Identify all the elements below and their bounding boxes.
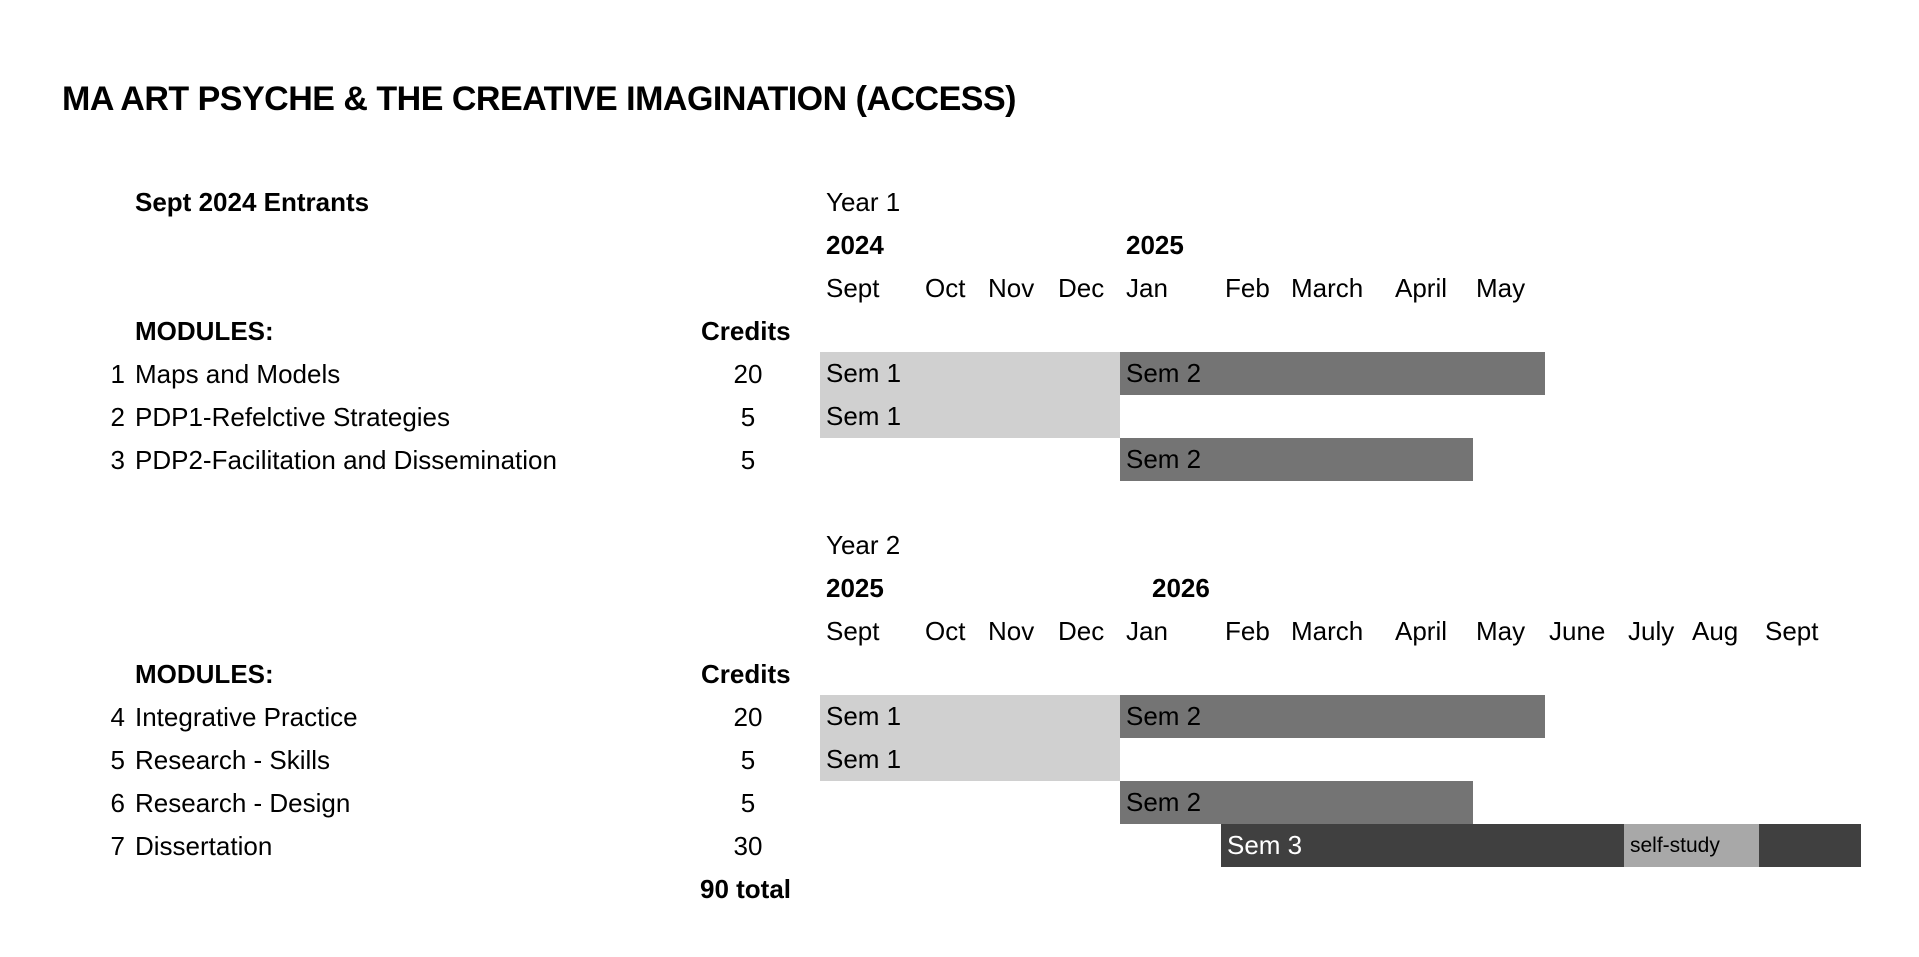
module-number: 5	[110, 745, 125, 775]
module-credits: 20	[733, 359, 763, 389]
year2-month-july: July	[1628, 616, 1675, 646]
year2-month-sept-end: Sept	[1765, 616, 1819, 646]
year1-label: Year 1	[826, 187, 901, 217]
year2-month-june: June	[1549, 616, 1606, 646]
modules-header: MODULES:	[135, 659, 274, 689]
year1-month-feb: Feb	[1225, 273, 1270, 303]
sem1-bar: Sem 1	[820, 395, 1120, 438]
year2-label: Year 2	[826, 530, 901, 560]
module-number: 4	[110, 702, 125, 732]
module-name: Maps and Models	[135, 359, 341, 389]
sem2-bar: Sem 2	[1120, 438, 1473, 481]
module-credits: 5	[740, 745, 756, 775]
year2-month-oct: Oct	[925, 616, 966, 646]
module-number: 1	[110, 359, 125, 389]
year1-year-2024: 2024	[826, 230, 884, 260]
module-name: Research - Skills	[135, 745, 331, 775]
year2-month-aug: Aug	[1692, 616, 1739, 646]
sem2-bar: Sem 2	[1120, 352, 1545, 395]
year1-month-dec: Dec	[1058, 273, 1105, 303]
credits-header: Credits	[701, 316, 791, 346]
module-name: Integrative Practice	[135, 702, 358, 732]
module-name: PDP2-Facilitation and Dissemination	[135, 445, 557, 475]
module-credits: 5	[740, 402, 756, 432]
year2-month-nov: Nov	[988, 616, 1035, 646]
year1-month-oct: Oct	[925, 273, 966, 303]
year2-year-2025: 2025	[826, 573, 884, 603]
page-title: MA ART PSYCHE & THE CREATIVE IMAGINATION (ACCESS)	[62, 80, 1016, 118]
sem3-end-bar	[1759, 824, 1861, 867]
sem2-bar: Sem 2	[1120, 695, 1545, 738]
year2-year-2026: 2026	[1152, 573, 1210, 603]
module-number: 3	[110, 445, 125, 475]
module-number: 6	[110, 788, 125, 818]
year1-month-may: May	[1476, 273, 1526, 303]
module-credits: 5	[740, 445, 756, 475]
year1-month-jan: Jan	[1126, 273, 1168, 303]
credits-total: 90 total	[700, 874, 792, 904]
year1-month-march: March	[1291, 273, 1364, 303]
sem1-bar: Sem 1	[820, 695, 1120, 738]
module-credits: 20	[733, 702, 763, 732]
sem3-bar: Sem 3	[1221, 824, 1624, 867]
self-study-bar: self-study	[1624, 824, 1759, 867]
module-name: Dissertation	[135, 831, 273, 861]
year2-month-march: March	[1291, 616, 1364, 646]
sem2-bar: Sem 2	[1120, 781, 1473, 824]
module-credits: 5	[740, 788, 756, 818]
entrants-label: Sept 2024 Entrants	[135, 187, 370, 217]
year2-month-may: May	[1476, 616, 1526, 646]
year2-month-feb: Feb	[1225, 616, 1270, 646]
year2-month-april: April	[1395, 616, 1448, 646]
sem1-bar: Sem 1	[820, 352, 1120, 395]
year1-month-sept: Sept	[826, 273, 880, 303]
year2-month-jan: Jan	[1126, 616, 1168, 646]
module-credits: 30	[733, 831, 763, 861]
year2-month-dec: Dec	[1058, 616, 1105, 646]
year1-month-nov: Nov	[988, 273, 1035, 303]
module-name: PDP1-Refelctive Strategies	[135, 402, 451, 432]
year1-year-2025: 2025	[1126, 230, 1184, 260]
credits-header: Credits	[701, 659, 791, 689]
module-name: Research - Design	[135, 788, 351, 818]
year1-month-april: April	[1395, 273, 1448, 303]
modules-header: MODULES:	[135, 316, 274, 346]
module-number: 7	[110, 831, 125, 861]
year2-month-sept: Sept	[826, 616, 880, 646]
sem1-bar: Sem 1	[820, 738, 1120, 781]
module-number: 2	[110, 402, 125, 432]
